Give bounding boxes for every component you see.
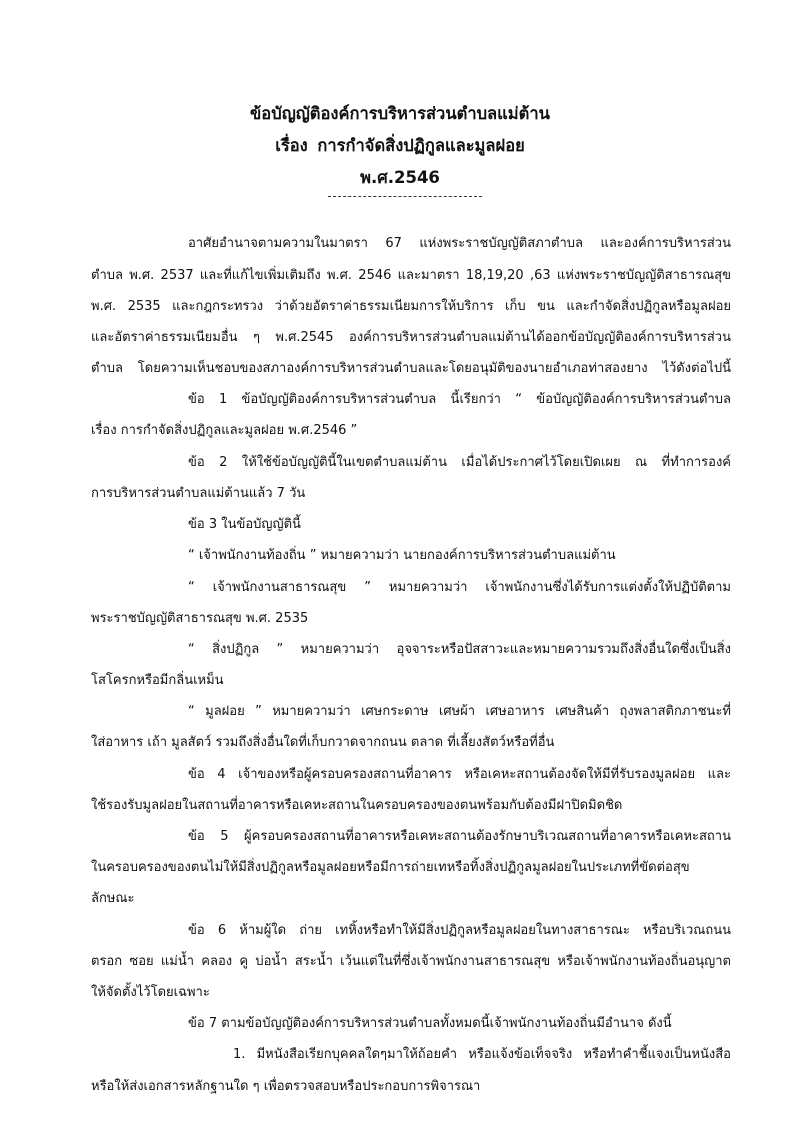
clause-6-line-2: ตรอก ซอย แม่น้ำ คลอง คู บ่อน้ำ สระน้ำ เว้นแต่ในที่ซึ่งเจ้าพนักงานสาธารณสุข หรือเจ้าพนักงานท้องถิ่นอนุญาต [91,954,731,969]
preamble-line-1: อาศัยอำนาจตามความในมาตรา 67 แห่งพระราชบัญญัติสภาตำบล และองค์การบริหารส่วน [188,236,731,251]
document-header [0,98,800,194]
preamble-line-2: ตำบล พ.ศ. 2537 และที่แก้ไขเพิ่มเติมถึง พ.ศ. 2546 และมาตรา 18,19,20 ,63 แห่งพระราชบัญญัติสาธารณสุข [91,268,731,283]
definition-local-officer: “ เจ้าพนักงานท้องถิ่น ” หมายความว่า นายกองค์การบริหารส่วนตำบลแม่ต้าน [188,548,616,563]
clause-5-line-3: ลักษณะ [91,891,135,906]
document-title: ข้อบัญญัติองค์การบริหารส่วนตำบลแม่ต้าน [250,104,550,123]
definition-sewage-line-2: โสโครกหรือมีกลิ่นเหม็น [91,673,224,688]
document-subject: เรื่อง การกำจัดสิ่งปฏิกูลและมูลฝอย [275,136,525,155]
clause-7-item-1-line-1: 1. มีหนังสือเรียกบุคคลใดๆมาให้ถ้อยคำ หรือแจ้งข้อเท็จจริง หรือทำคำชี้แจงเป็นหนังสือ [233,1047,731,1062]
clause-1-line-1: ข้อ 1 ข้อบัญญัติองค์การบริหารส่วนตำบล นี้เรียกว่า “ ข้อบัญญัติองค์การบริหารส่วนตำบล [188,392,731,407]
clause-6-line-3: ให้จัดตั้งไว้โดยเฉพาะ [91,985,210,1000]
clause-2-line-2: การบริหารส่วนตำบลแม่ต้านแล้ว 7 วัน [91,486,306,501]
clause-4-line-1: ข้อ 4 เจ้าของหรือผู้ครอบครองสถานที่อาคาร หรือเคหะสถานต้องจัดให้มีที่รับรองมูลฝอย และ [188,767,731,782]
clause-3-heading: ข้อ 3 ในข้อบัญญัตินี้ [188,517,301,532]
clause-1-line-2: เรื่อง การกำจัดสิ่งปฏิกูลและมูลฝอย พ.ศ.2546 ” [91,423,358,438]
definition-waste-line-2: ใส่อาหาร เถ้า มูลสัตว์ รวมถึงสิ่งอื่นใดที่เก็บกวาดจากถนน ตลาด ที่เลี้ยงสัตว์หรือที่อื่น [91,735,555,750]
preamble-line-5: ตำบล โดยความเห็นชอบของสภาองค์การบริหารส่วนตำบลและโดยอนุมัติของนายอำเภอท่าสองยาง ไว้ดังต่อไปนี้ [91,361,731,376]
definition-health-officer-line-1: “ เจ้าพนักงานสาธารณสุข ” หมายความว่า เจ้าพนักงานซึ่งได้รับการแต่งตั้งให้ปฏิบัติตาม [188,580,731,595]
clause-7-heading: ข้อ 7 ตามข้อบัญญัติองค์การบริหารส่วนตำบลทั้งหมดนี้เจ้าพนักงานท้องถิ่นมีอำนาจ ดังนี้ [188,1016,672,1031]
clause-6-line-1: ข้อ 6 ห้ามผู้ใด ถ่าย เทหิ้งหรือทำให้มีสิ่งปฏิกูลหรือมูลฝอยในทางสาธารณะ หรือบริเวณถนน [188,923,731,938]
document-year: พ.ศ.2546 [360,168,440,187]
clause-2-line-1: ข้อ 2 ให้ใช้ข้อบัญญัตินี้ในเขตตำบลแม่ต้าน เมื่อได้ประกาศไว้โดยเปิดเผย ณ ที่ทำการองค์ [188,455,731,470]
preamble-line-4: และอัตราค่าธรรมเนียมอื่น ๆ พ.ศ.2545 องค์การบริหารส่วนตำบลแม่ต้านได้ออกข้อบัญญัติองค์การบริหารส่วน [91,330,731,345]
clause-4-line-2: ใช้รองรับมูลฝอยในสถานที่อาคารหรือเคหะสถานในครอบครองของตนพร้อมกับต้องมีฝาปิดมิดชิด [91,798,623,813]
clause-5-line-2: ในครอบครองของตนไม่ให้มีสิ่งปฏิกูลหรือมูลฝอยหรือมีการถ่ายเทหรือทิ้งสิ่งปฏิกูลมูลฝอยในประเภทที่ขัดต่อสุข [91,860,690,875]
definition-waste-line-1: “ มูลฝอย ” หมายความว่า เศษกระดาษ เศษผ้า เศษอาหาร เศษสินค้า ถุงพลาสติกภาชนะที่ [188,704,731,719]
clause-7-item-1-line-2: หรือให้ส่งเอกสารหลักฐานใด ๆ เพื่อตรวจสอบหรือประกอบการพิจารณา [91,1079,481,1094]
definition-sewage-line-1: “ สิ่งปฏิกูล ” หมายความว่า อุจจาระหรือปัสสาวะและหมายความรวมถึงสิ่งอื่นใดซึ่งเป็นสิ่ง [188,642,731,657]
title-divider [328,196,482,197]
definition-health-officer-line-2: พระราชบัญญัติสาธารณสุข พ.ศ. 2535 [91,611,309,626]
clause-5-line-1: ข้อ 5 ผู้ครอบครองสถานที่อาคารหรือเคหะสถานต้องรักษาบริเวณสถานที่อาคารหรือเคหะสถาน [188,829,731,844]
preamble-line-3: พ.ศ. 2535 และกฎกระทรวง ว่าด้วยอัตราค่าธรรมเนียมการให้บริการ เก็บ ขน และกำจัดสิ่งปฏิกูลหรือมูลฝอย [91,299,731,314]
